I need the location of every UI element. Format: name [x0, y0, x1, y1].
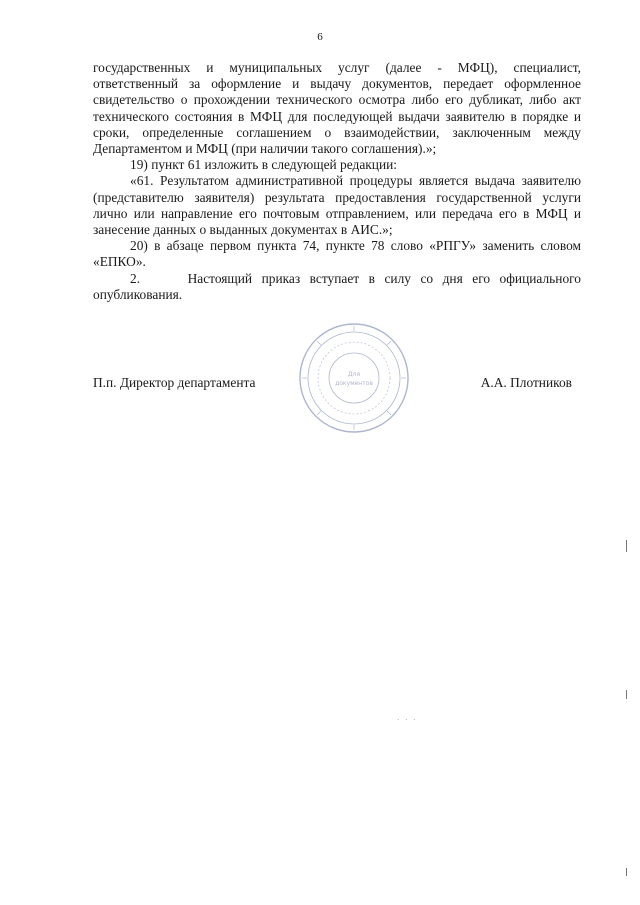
page-number: 6	[317, 31, 323, 43]
document-body	[93, 60, 581, 303]
scan-artifact	[626, 868, 627, 876]
official-seal-stamp	[298, 322, 410, 434]
paragraph-item-19: 19) пункт 61 изложить в следующей редакции:	[130, 157, 398, 173]
signatory-name: А.А. Плотников	[480, 375, 572, 390]
paragraph-continuation: государственных и муниципальных услуг (далее - МФЦ), специалист, ответственный за оформление и выдачу документов, передает оформленное свидетельство о прохождении технического осмотра либо его дубликат, либо акт технического состояния в МФЦ для последующей выдачи заявителю в порядке и сроки, определенные соглашением о взаимодействии, заключенным между Департаментом и МФЦ (при наличии такого соглашения).»;	[93, 60, 581, 157]
stamp-center-line-1: Для	[347, 371, 361, 378]
scan-artifact	[626, 540, 627, 552]
stamp-center-line-2: документов	[335, 380, 373, 387]
signatory-title: П.п. Директор департамента	[93, 375, 256, 390]
scan-artifact	[626, 690, 627, 699]
paragraph-clause-2: 2. Настоящий приказ вступает в силу со дня его официального опубликования.	[93, 270, 581, 302]
paragraph-item-20: 20) в абзаце первом пункта 74, пункте 78 слово «РПГУ» заменить словом «ЕПКО».	[93, 238, 581, 270]
scan-dots: · · ·	[397, 716, 418, 724]
paragraph-item-61: «61. Результатом административной процедуры является выдача заявителю (представителю заявителя) результата предоставления государственной услуги лично или направление его почтовым отправлением, или передача его в МФЦ и занесение данных о выданных документах в АИС.»;	[93, 173, 581, 238]
